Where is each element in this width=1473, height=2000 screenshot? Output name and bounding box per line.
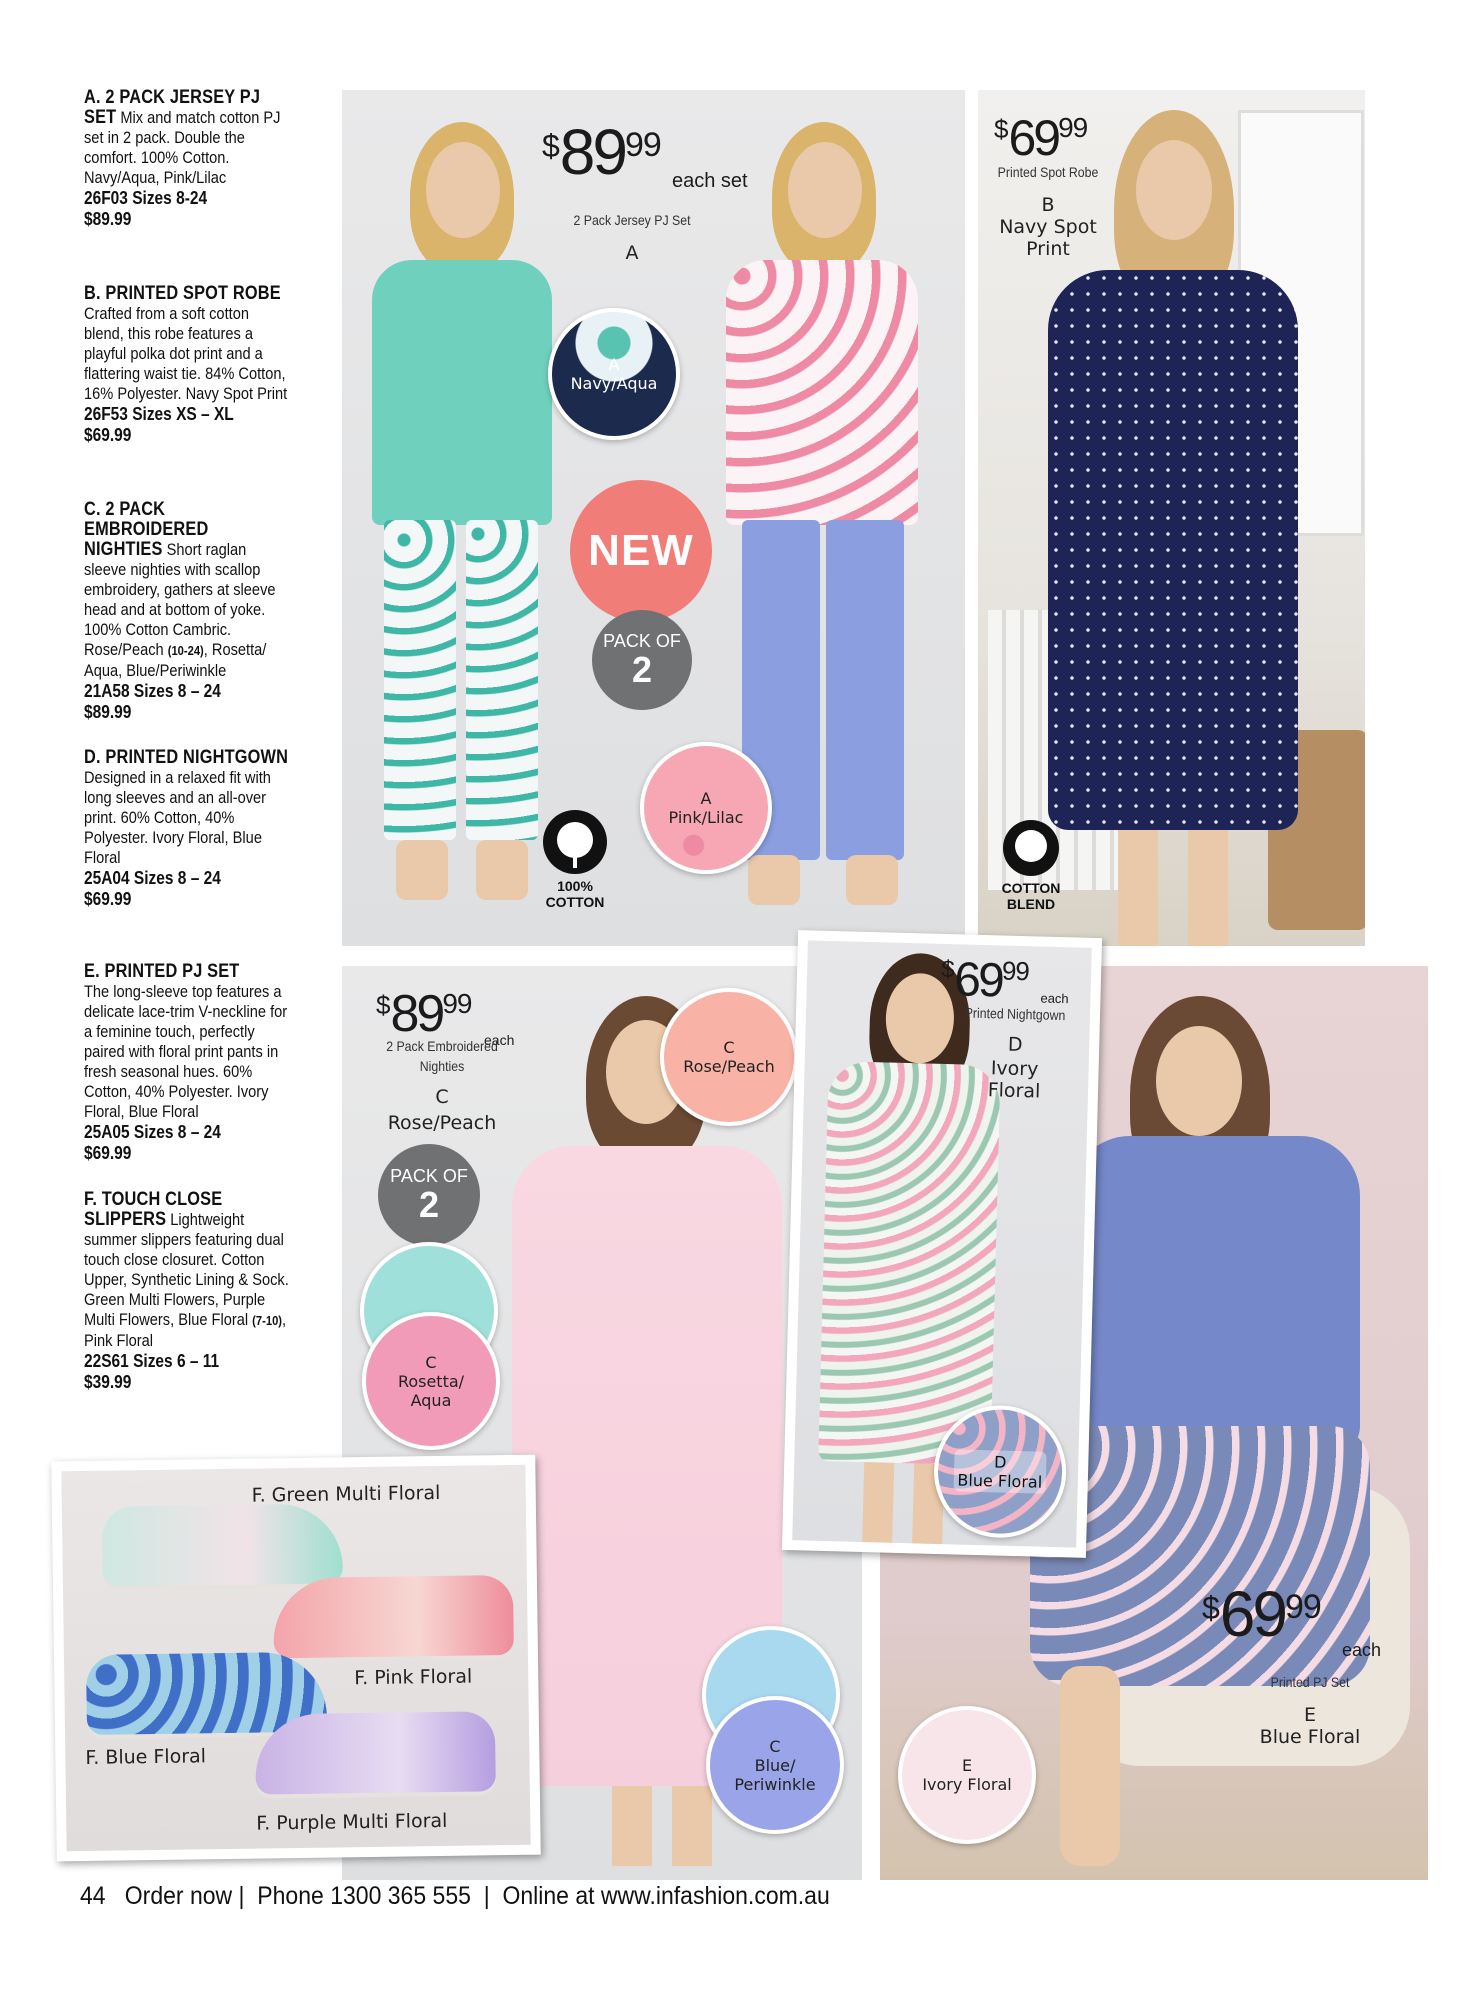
price-per: each xyxy=(1040,990,1069,1007)
swatch-name: Pink/Lilac xyxy=(668,808,744,827)
item-body: Designed in a relaxed fit with long sleeves and an all-over print. 60% Cotton, 40% Polyester. Ivory Floral, Blue Floral xyxy=(84,768,271,867)
price-dollar: $ xyxy=(1202,1590,1220,1626)
page-number: 44 xyxy=(80,1882,106,1910)
cotton-flower-icon xyxy=(543,810,607,874)
description-c xyxy=(84,500,290,723)
color-swatch-navy-aqua[interactable] xyxy=(548,308,680,440)
product-caption: Printed PJ Set xyxy=(1270,1674,1350,1690)
swatch-name-line2: Aqua xyxy=(410,1390,452,1410)
price-whole: 89 xyxy=(559,116,625,188)
item-heading: D. PRINTED NIGHTGOWN xyxy=(84,747,289,768)
slippers-photo[interactable] xyxy=(51,1455,541,1862)
swatch-letter: D xyxy=(993,1452,1007,1472)
price-whole: 69 xyxy=(953,953,1003,1008)
product-letter: A xyxy=(625,242,639,264)
phone-number[interactable]: 1300 365 555 xyxy=(330,1882,471,1910)
swatch-name-line1: Rosetta/ xyxy=(397,1371,465,1391)
item-body: Crafted from a soft cotton blend, this robe features a playful polka dot print and a flattering waist tie. 84% Cotton, 16% Polyester. Navy Spot Print xyxy=(84,304,288,403)
product-letter: B xyxy=(1041,194,1055,216)
price-dollar: $ xyxy=(542,128,560,164)
price-per: each xyxy=(1342,1640,1382,1660)
price-whole: 89 xyxy=(390,985,443,1043)
description-b xyxy=(84,284,290,446)
cotton-line1: COTTON xyxy=(1001,880,1061,896)
size-note: (10-24) xyxy=(167,643,204,658)
slipper-green[interactable] xyxy=(102,1503,343,1586)
cotton-badge xyxy=(530,810,620,910)
cotton-flower-icon xyxy=(1003,820,1059,876)
swatch-letter: C xyxy=(769,1736,781,1756)
product-color-name: Rose/Peach xyxy=(387,1112,497,1134)
product-caption: Printed Nightgown xyxy=(964,1004,1066,1024)
price-dollar: $ xyxy=(940,955,955,984)
description-e xyxy=(84,962,290,1164)
page-footer: 44 Order now | Phone 1300 365 555 | Online at www.infashion.com.au xyxy=(80,1882,830,1910)
price-tag xyxy=(542,116,762,192)
new-badge xyxy=(570,480,712,622)
website-link[interactable]: www.infashion.com.au xyxy=(600,1882,830,1910)
swatch-name: Rose/Peach xyxy=(683,1057,775,1076)
slipper-label-purple: F. Purple Multi Floral xyxy=(256,1809,448,1835)
slipper-pink[interactable] xyxy=(273,1575,514,1658)
caption-line2: Nighties xyxy=(419,1058,465,1074)
price-cents: 99 xyxy=(1001,955,1030,987)
cotton-blend-badge xyxy=(986,820,1076,912)
product-letter: C xyxy=(435,1086,449,1108)
item-body: Mix and match cotton PJ set in 2 pack. Double the comfort. 100% Cotton. Navy/Aqua, Pink/Lilac xyxy=(84,108,281,187)
slipper-label-blue: F. Blue Floral xyxy=(85,1745,207,1769)
price-dollar: $ xyxy=(994,114,1009,144)
product-color-name xyxy=(978,216,1118,260)
item-code: 21A58 Sizes 8 – 24 xyxy=(84,681,221,701)
cotton-line2: BLEND xyxy=(1006,896,1056,912)
item-heading: C. 2 PACK EMBROIDERED NIGHTIES xyxy=(84,499,209,560)
product-caption xyxy=(354,1036,530,1076)
item-code: 22S61 Sizes 6 – 11 xyxy=(84,1351,220,1371)
price-cents: 99 xyxy=(442,988,472,1019)
pack-of-number: 2 xyxy=(631,649,653,690)
item-code: 26F53 Sizes XS – XL xyxy=(84,404,234,424)
price-dollar: $ xyxy=(376,990,391,1020)
swatch-letter: C xyxy=(723,1038,735,1057)
price-whole: 69 xyxy=(1008,110,1059,166)
price-cents: 99 xyxy=(1284,1588,1321,1626)
color-swatch-blue-periwinkle[interactable] xyxy=(706,1696,844,1834)
swatch-name: Ivory Floral xyxy=(922,1775,1012,1794)
item-code: 26F03 Sizes 8-24 xyxy=(84,188,208,208)
description-a xyxy=(84,88,290,230)
size-note: (7-10) xyxy=(252,1313,283,1328)
item-body: The long-sleeve top features a delicate lace-trim V-neckline for a feminine touch, perfectly paired with floral print pants in fresh seasonal hues. 60% Cotton, 40% Polyester. Ivory Floral, Blue Floral xyxy=(84,982,288,1121)
price-per: each xyxy=(484,1032,515,1048)
pack-of-badge xyxy=(592,610,692,710)
online-label: Online at xyxy=(502,1882,595,1910)
color-name-line2: Floral xyxy=(987,1079,1041,1103)
product-caption: 2 Pack Jersey PJ Set xyxy=(573,212,691,228)
item-body-continued: , Rosetta/ Aqua, Blue/Periwinkle xyxy=(84,640,267,680)
item-body: Short raglan sleeve nighties with scallop embroidery, gathers at sleeve head and at bottom of yoke. 100% Cotton Cambric. Rose/Peach xyxy=(84,540,276,659)
item-price: $89.99 xyxy=(84,209,132,229)
color-name-line1: Navy Spot xyxy=(999,216,1097,238)
slipper-purple[interactable] xyxy=(255,1711,496,1794)
swatch-letter: C xyxy=(425,1352,437,1372)
color-swatch-ivory-floral[interactable] xyxy=(898,1706,1036,1844)
product-photo-d[interactable] xyxy=(782,930,1102,1558)
order-now-text: Order now xyxy=(124,1882,233,1910)
color-swatch-rose-peach[interactable] xyxy=(660,988,798,1126)
phone-label: Phone xyxy=(257,1882,324,1910)
color-name-line2: Print xyxy=(1026,238,1070,260)
item-price: $69.99 xyxy=(84,889,132,909)
price-cents: 99 xyxy=(624,126,661,164)
slipper-label-pink: F. Pink Floral xyxy=(354,1665,473,1690)
color-swatch-pink-lilac[interactable] xyxy=(640,742,772,874)
swatch-letter: A xyxy=(608,355,620,374)
new-badge-text: NEW xyxy=(588,526,694,575)
item-heading: A. 2 PACK JERSEY PJ SET xyxy=(84,87,261,128)
description-f xyxy=(84,1190,290,1393)
pack-of-text: PACK OF xyxy=(603,631,681,651)
product-letter: E xyxy=(1303,1704,1316,1726)
cotton-line2: COTTON xyxy=(545,894,605,910)
product-caption: Printed Spot Robe xyxy=(997,164,1099,180)
color-name-line1: Ivory xyxy=(990,1057,1039,1081)
model-figure xyxy=(362,110,562,930)
swatch-letter: A xyxy=(700,789,712,808)
color-swatch-rosetta-aqua[interactable] xyxy=(362,1312,500,1450)
item-body-continued: , Pink Floral xyxy=(84,1310,287,1350)
pack-of-badge xyxy=(378,1144,480,1246)
swatch-name-line1: Blue/ xyxy=(754,1755,796,1775)
item-code: 25A04 Sizes 8 – 24 xyxy=(84,868,221,888)
product-photo-b[interactable] xyxy=(978,90,1365,946)
item-heading: E. PRINTED PJ SET xyxy=(84,961,240,982)
product-color-name: Blue Floral xyxy=(1259,1726,1361,1748)
price-whole: 69 xyxy=(1219,1578,1285,1650)
slipper-label-green: F. Green Multi Floral xyxy=(251,1481,441,1507)
price-tag xyxy=(994,106,1134,170)
item-price: $39.99 xyxy=(84,1372,132,1392)
pack-of-text: PACK OF xyxy=(390,1166,468,1186)
product-photo-a[interactable] xyxy=(342,90,965,946)
cotton-line1: 100% xyxy=(557,878,593,894)
item-code: 25A05 Sizes 8 – 24 xyxy=(84,1122,221,1142)
swatch-letter: E xyxy=(961,1756,973,1775)
description-d xyxy=(84,748,290,910)
item-body: Lightweight summer slippers featuring dual touch close closuret. Cotton Upper, Synthetic Lining & Sock. Green Multi Flowers, Purple Multi Flowers, Blue Floral xyxy=(84,1210,289,1329)
swatch-name: Blue Floral xyxy=(957,1470,1043,1492)
swatch-name-line2: Periwinkle xyxy=(734,1774,816,1794)
product-color-name xyxy=(964,1057,1065,1104)
item-price: $89.99 xyxy=(84,702,132,722)
item-heading: B. PRINTED SPOT ROBE xyxy=(84,283,281,304)
item-price: $69.99 xyxy=(84,1143,132,1163)
product-letter: D xyxy=(1007,1033,1023,1057)
price-tag xyxy=(1202,1578,1422,1660)
caption-line1: 2 Pack Embroidered xyxy=(386,1038,498,1054)
pack-of-number: 2 xyxy=(418,1184,440,1225)
item-heading: F. TOUCH CLOSE SLIPPERS xyxy=(84,1189,223,1230)
price-per: each set xyxy=(672,170,748,192)
item-price: $69.99 xyxy=(84,425,132,445)
swatch-name: Navy/Aqua xyxy=(570,374,658,393)
price-cents: 99 xyxy=(1058,112,1088,143)
